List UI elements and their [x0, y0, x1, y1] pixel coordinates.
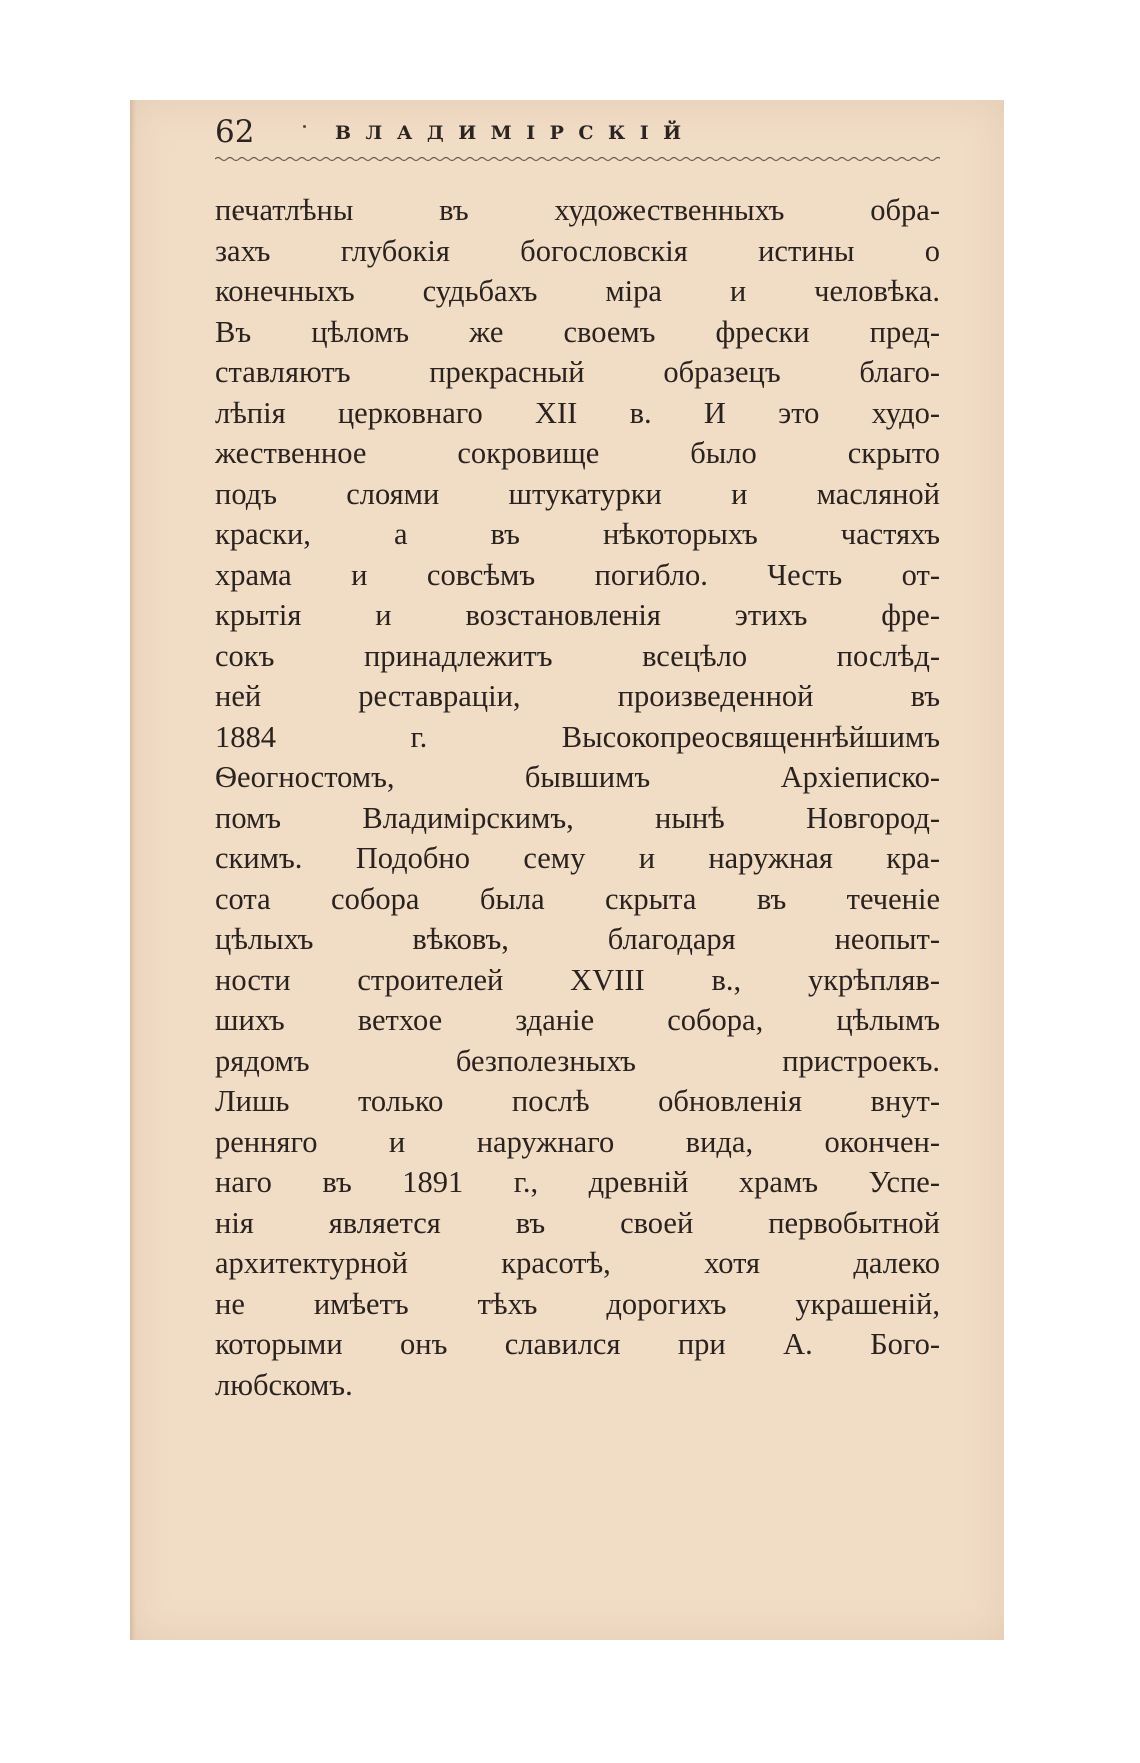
text-line: ней реставраціи, произведенной въ: [215, 679, 940, 713]
text-line: помъ Владимірскимъ, нынѣ Новгород-: [215, 800, 940, 835]
text-line: жественное сокровище было скрыто: [215, 436, 940, 470]
text-line: не имѣетъ тѣхъ дорогихъ украшеній,: [215, 1286, 940, 1321]
text-line: лѣпія церковнаго XII в. И это худо-: [215, 395, 940, 430]
text-line: сота собора была скрыта въ теченіе: [215, 881, 940, 916]
running-title: ВЛАДИМІРСКІЙ: [335, 122, 696, 144]
text-line: цѣлыхъ вѣковъ, благодаря неопыт-: [215, 922, 940, 956]
text-line: ренняго и наружнаго вида, окончен-: [215, 1124, 940, 1159]
text-line: Лишь только послѣ обновленія внут-: [215, 1084, 940, 1118]
text-line: скимъ. Подобно сему и наружная кра-: [215, 841, 940, 875]
text-line: шихъ ветхое зданіе собора, цѣлымъ: [215, 1003, 940, 1037]
text-line: сокъ принадлежитъ всецѣло послѣд-: [215, 638, 940, 673]
text-line: конечныхъ судьбахъ міра и человѣка.: [215, 274, 940, 308]
text-line: Въ цѣломъ же своемъ фрески пред-: [215, 314, 940, 349]
text-line: Ѳеогностомъ, бывшимъ Архіеписко-: [215, 760, 940, 794]
text-line: ности строителей XVIII в., укрѣпляв-: [215, 962, 940, 997]
body-text: [215, 190, 940, 1405]
text-line: краски, а въ нѣкоторыхъ частяхъ: [215, 517, 940, 551]
text-line: храма и совсѣмъ погибло. Честь от-: [215, 557, 940, 592]
text-line: любскомъ.: [215, 1367, 353, 1402]
text-line: которыми онъ славился при А. Бого-: [215, 1327, 940, 1361]
header-wavy-rule: [215, 155, 940, 163]
text-line: 1884 г. Высокопреосвященнѣйшимъ: [215, 719, 940, 754]
page-edge-shadow: [130, 100, 136, 1640]
text-line: нія является въ своей первобытной: [215, 1205, 940, 1240]
page-header: [215, 112, 940, 152]
text-line: рядомъ безполезныхъ пристроекъ.: [215, 1043, 940, 1078]
text-line: наго въ 1891 г., древній храмъ Успе-: [215, 1165, 940, 1199]
text-line: подъ слоями штукатурки и масляной: [215, 476, 940, 511]
text-line: печатлѣны въ художественныхъ обра-: [215, 193, 940, 227]
text-line: ставляютъ прекрасный образецъ благо-: [215, 355, 940, 389]
text-line: архитектурной красотѣ, хотя далеко: [215, 1246, 940, 1280]
page-number: 62: [215, 114, 255, 150]
text-line: захъ глубокія богословскія истины о: [215, 233, 940, 268]
text-line: крытія и возстановленія этихъ фре-: [215, 598, 940, 632]
